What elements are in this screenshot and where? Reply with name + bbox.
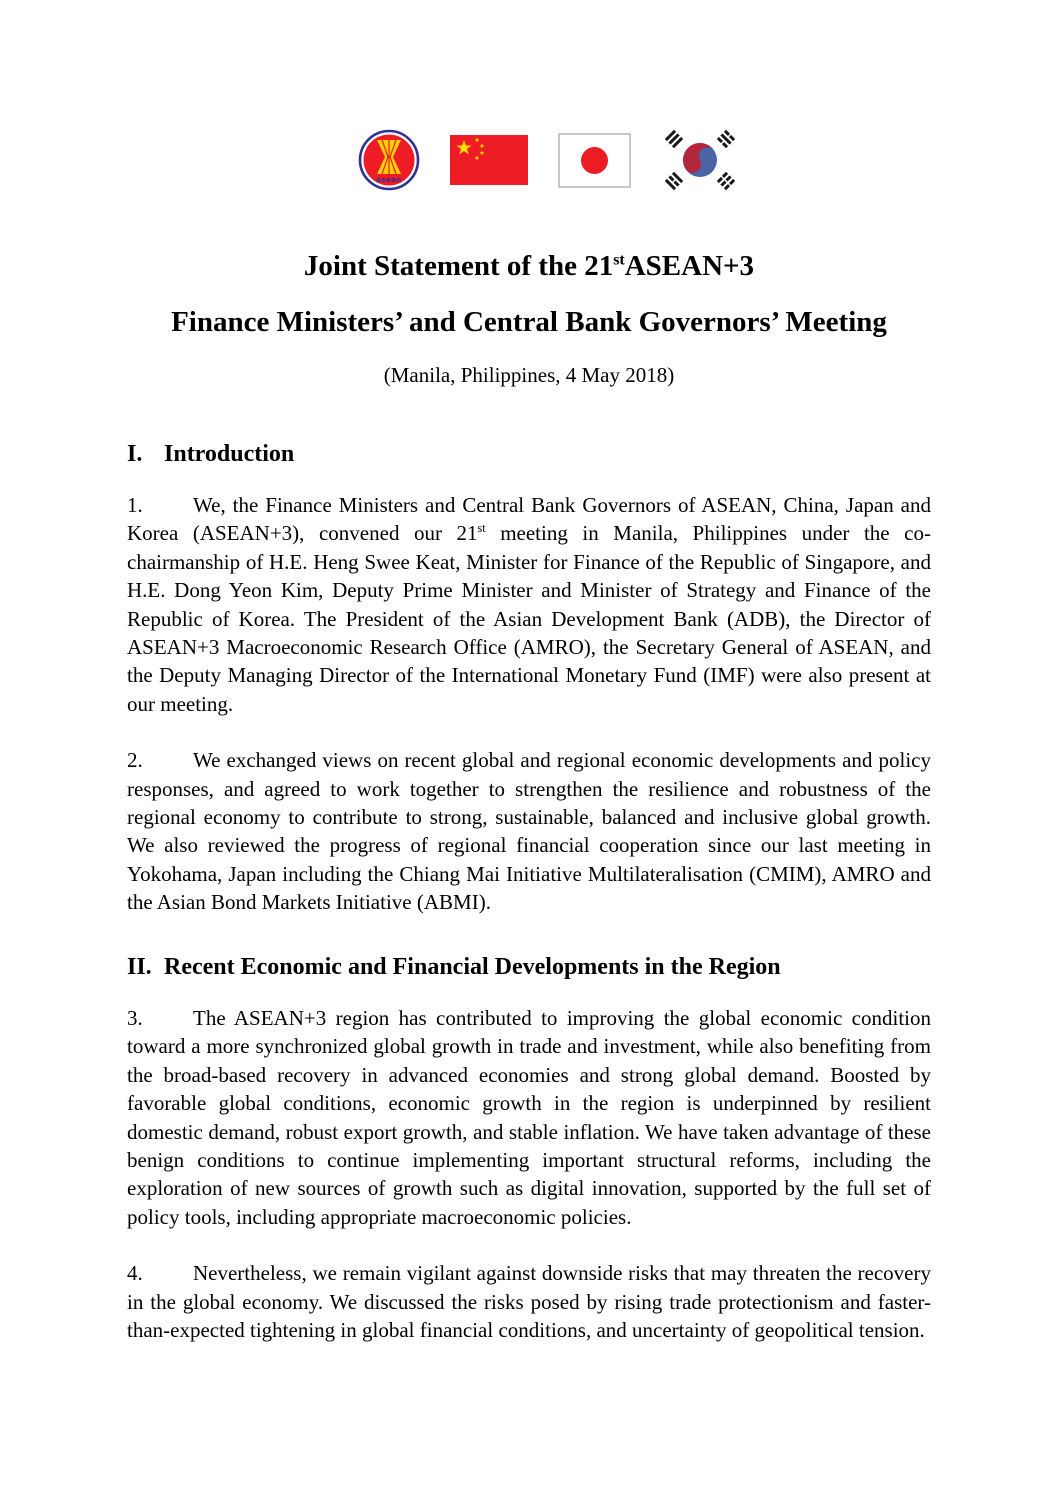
paragraph-text: meeting in Manila, Philippines under the co-chairmanship of H.E. Heng Swee Keat, Minister for Finance of the Republic of Singapore, and H.E. Dong Yeon Kim, Deputy Prime Minister and Minister of Strategy and Finance of the Republic of Korea. The President of the Asian Development Bank (ADB), the Director of ASEAN+3 Macroeconomic Research Office (AMRO), the Secretary General of ASEAN, and the Deputy Managing Director of the International Monetary Fund (IMF) were also present at our meeting. bbox=[127, 521, 931, 716]
title-line1-superscript: st bbox=[613, 251, 625, 269]
korea-flag-icon bbox=[661, 128, 739, 192]
japan-flag-icon bbox=[558, 133, 631, 188]
paragraph-number: 1. bbox=[127, 493, 143, 517]
section-number: II. bbox=[127, 953, 152, 980]
paragraph-superscript: st bbox=[477, 521, 486, 536]
title-line1-pre: Joint Statement of the 21 bbox=[303, 250, 614, 282]
section-title: Introduction bbox=[164, 440, 295, 467]
paragraph-3 bbox=[127, 1004, 931, 1231]
paragraph-text: Nevertheless, we remain vigilant against downside risks that may threaten the recovery in the global economy. We discussed the risks posed by rising trade protectionism and faster-than-expected tightening in global financial conditions, and uncertainty of geopolitical tension. bbox=[127, 1261, 931, 1343]
paragraph-1 bbox=[127, 491, 931, 718]
title-line1-post: ASEAN+3 bbox=[624, 250, 755, 282]
paragraph-text: The ASEAN+3 region has contributed to improving the global economic condition toward a more synchronized global growth in trade and investment, while also benefiting from the broad-based recovery in advanced economies and strong global demand. Boosted by favorable global conditions, economic growth in the region is underpinned by resilient domestic demand, robust export growth, and stable inflation. We have taken advantage of these benign conditions to continue implementing important structural reforms, including the exploration of new sources of growth such as digital innovation, supported by the full set of policy tools, including appropriate macroeconomic policies. bbox=[127, 1006, 931, 1229]
section-heading-introduction bbox=[127, 440, 931, 468]
paragraph-2 bbox=[127, 746, 931, 916]
document-subtitle: (Manila, Philippines, 4 May 2018) bbox=[383, 362, 675, 387]
asean-emblem-icon bbox=[358, 129, 420, 191]
china-flag-icon bbox=[450, 135, 528, 185]
asean-emblem-label: asean bbox=[375, 176, 402, 184]
document-title-line1 bbox=[127, 250, 931, 283]
paragraph-text: We exchanged views on recent global and regional economic developments and policy responses, and agreed to work together to strengthen the resilience and robustness of the regional economy to contribute to strong, sustainable, balanced and inclusive global growth. We also reviewed the progress of regional financial cooperation since our last meeting in Yokohama, Japan including the Chiang Mai Initiative Multilateralisation (CMIM), AMRO and the Asian Bond Markets Initiative (ABMI). bbox=[127, 748, 931, 915]
paragraph-number: 4. bbox=[127, 1261, 143, 1286]
document-title-line2: Finance Ministers’ and Central Bank Governors’ Meeting bbox=[171, 306, 887, 339]
paragraph-number: 2. bbox=[127, 748, 143, 773]
section-number: I. bbox=[127, 440, 143, 467]
paragraph-number: 3. bbox=[127, 1006, 143, 1030]
paragraph-text: We, the Finance Ministers and Central Bank Governors of ASEAN, China, Japan and Korea (ASEAN+3), convened our 21 bbox=[127, 493, 931, 546]
section-title: Recent Economic and Financial Developments in the Region bbox=[164, 953, 781, 980]
paragraph-4 bbox=[127, 1259, 931, 1344]
section-heading-recent-developments bbox=[127, 953, 931, 981]
flags-row bbox=[165, 0, 931, 192]
